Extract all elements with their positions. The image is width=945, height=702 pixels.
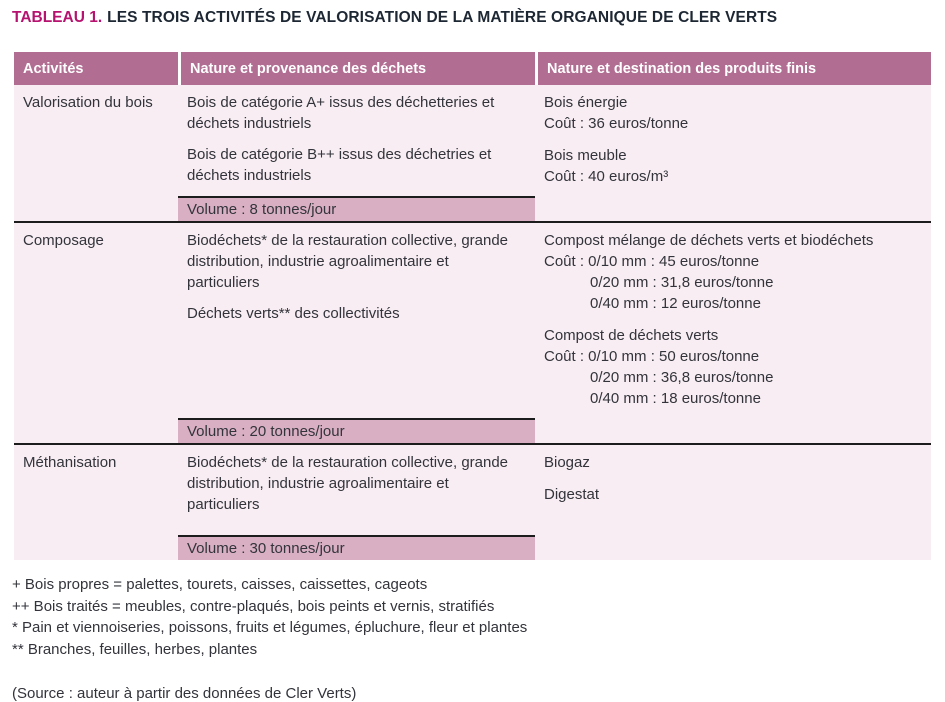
waste-item: Biodéchets* de la restauration collective, grande distribution, industrie agroalimentaire et particuliers <box>187 454 509 513</box>
activities-table <box>14 52 931 560</box>
product-entry <box>544 92 921 134</box>
product-cost: 0/20 mm : 31,8 euros/tonne <box>590 274 774 291</box>
product-name: Digestat <box>544 486 600 503</box>
activity-cell: Méthanisation <box>23 454 117 471</box>
volume-band: Volume : 30 tonnes/jour <box>178 535 535 560</box>
footnote-line: ** Branches, feuilles, herbes, plantes <box>12 640 258 658</box>
table-row-valorisation-bois <box>14 85 931 221</box>
table-row-composage <box>14 221 931 443</box>
product-entry <box>544 452 921 473</box>
table-number-label: TABLEAU 1. <box>12 9 103 26</box>
products-cell <box>535 85 931 221</box>
product-cost: Coût : 40 euros/m³ <box>544 168 669 185</box>
products-cell <box>535 445 931 560</box>
footnote-line: * Pain et viennoiseries, poissons, fruits et légumes, épluchure, fleur et plantes <box>12 619 528 636</box>
product-cost: 0/40 mm : 12 euros/tonne <box>590 295 761 312</box>
volume-band: Volume : 8 tonnes/jour <box>178 196 535 221</box>
volume-band: Volume : 20 tonnes/jour <box>178 418 535 443</box>
product-cost: Coût : 36 euros/tonne <box>544 115 689 132</box>
activity-cell: Valorisation du bois <box>23 94 153 111</box>
waste-item: Bois de catégorie A+ issus des déchetteries et déchets industriels <box>187 94 495 132</box>
product-cost: Coût : 0/10 mm : 50 euros/tonne <box>544 348 760 365</box>
table-title-text: LES TROIS ACTIVITÉS DE VALORISATION DE LA MATIÈRE ORGANIQUE DE CLER VERTS <box>107 9 778 26</box>
table-row-methanisation <box>14 443 931 560</box>
product-entry <box>544 230 921 314</box>
product-name: Biogaz <box>544 454 590 471</box>
product-name: Bois meuble <box>544 147 627 164</box>
product-name: Compost de déchets verts <box>544 327 719 344</box>
products-cell <box>535 223 931 443</box>
product-cost: 0/40 mm : 18 euros/tonne <box>590 390 761 407</box>
waste-cell <box>178 85 535 196</box>
waste-cell <box>178 223 535 418</box>
source-note: (Source : auteur à partir des données de Cler Verts) <box>12 685 357 702</box>
footnotes-block <box>12 574 931 660</box>
product-cost: 0/20 mm : 36,8 euros/tonne <box>590 369 774 386</box>
product-entry <box>544 325 921 409</box>
column-header-nature-dechets: Nature et provenance des déchets <box>178 52 535 85</box>
product-name: Bois énergie <box>544 94 628 111</box>
footnote-line: + Bois propres = palettes, tourets, caisses, caissettes, cageots <box>12 576 428 593</box>
waste-item: Bois de catégorie B++ issus des déchetries et déchets industriels <box>187 146 492 184</box>
column-header-activites: Activités <box>23 60 84 77</box>
activity-cell: Composage <box>23 232 104 249</box>
column-header-produits-finis: Nature et destination des produits finis <box>535 52 931 85</box>
product-entry <box>544 484 921 505</box>
product-name: Compost mélange de déchets verts et biodéchets <box>544 232 874 249</box>
page-title <box>12 9 931 27</box>
product-cost: Coût : 0/10 mm : 45 euros/tonne <box>544 253 760 270</box>
waste-cell <box>178 445 535 535</box>
waste-item: Déchets verts** des collectivités <box>187 305 400 322</box>
waste-item: Biodéchets* de la restauration collective, grande distribution, industrie agroalimentaire et particuliers <box>187 232 509 291</box>
footnote-line: ++ Bois traités = meubles, contre-plaqués, bois peints et vernis, stratifiés <box>12 597 495 615</box>
product-entry <box>544 145 921 187</box>
table-header-row <box>14 52 931 85</box>
